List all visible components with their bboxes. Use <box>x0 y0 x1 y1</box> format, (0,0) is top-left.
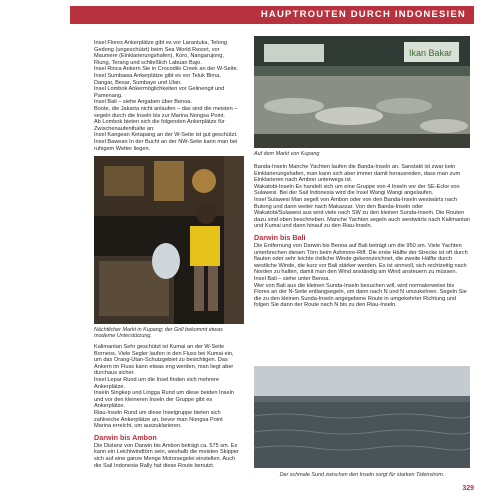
market-sign-text: Ikan Bakar <box>409 48 453 58</box>
paragraph: Ab Lombok bieten sich die folgenden Ankerplätze für Zwischenaufenthalte an: <box>94 119 225 132</box>
paragraph: Insel Bali – siehe Angaben über Benoa. <box>94 99 192 106</box>
paragraph: Boote, die Jakarta nicht anlaufen – das sind die meisten – segeln durch die Inseln bis zur Marina Nongsa Point. <box>94 105 238 119</box>
paragraph: Wer von Bali aus die kleinen Sunda-Inseln besuchen will, wird normalerweise bis Flores an der N-Seite entlangsegeln, um dann nach N und N umzukehren. Segeln Sie die zu den kleinen Sunda-Inseln angegebene Route in umgekehrter Richtung und folgen Sie dann der Route nach N bis zu den Riau-Inseln. <box>254 282 467 309</box>
section-heading: Darwin bis Ambon <box>94 432 157 442</box>
paragraph: Insel Bawean In der Bucht an der NW-Seite kann man bei ruhigem Wetter liegen. <box>94 138 238 152</box>
paragraph: Insel Kangean Ketapang an der W-Seite ist gut geschützt. <box>94 132 238 139</box>
right-photo-caption: Auf dem Markt von Kupang <box>254 151 320 157</box>
right-text <box>254 164 470 309</box>
header-title: HAUPTROUTEN DURCH INDONESIEN <box>260 9 466 20</box>
header-band <box>70 6 474 24</box>
paragraph: Insel Sulawesi Man segelt von Ambon oder von den Banda-Inseln westwärts nach Butong und dann weiter nach Makassar. Von den Banda-Inseln oder Wakatobi/Sulawesi aus wird viele nach SW zu den kleinen Sunda-Inseln. Die Routen dazu sind oben beschrieben. Manche Yachten segeln auch westwärts nach Kalimantan und Kumai und dann hinauf zu den Riau-Inseln. <box>254 196 470 230</box>
paragraph: Insel Lepar Rund um die Insel finden sich mehrere Ankerplätze. <box>94 376 219 390</box>
paragraph: Banda-Inseln Manche Yachten laufen die Banda-Inseln an. Sanstakt ist zwar kein Einklarierungshafen, man kann sich aber immer damit herausreden, dass man zum Einklarieren nach Ambon unterwegs ist. <box>254 164 461 184</box>
paragraph: Insel Lombok Ankermöglichkeiten vor Gelinengit und Pamenang. <box>94 86 225 99</box>
left-text-bottom <box>94 344 240 469</box>
sea-photo-caption: Der schmale Sund zwischen den Inseln sorgt für starken Tidenstrom. <box>279 472 445 478</box>
paragraph: Insel Flores Ankerplätze gibt es vor Larantuka, Telong Gedong (ungeschützt) beim Sea World Resort, vor Maumere (Einklarierungshafen), Koro, Nangarujong, Riung, Terang und schließlich Labuan Bajo. <box>94 40 227 66</box>
paragraph: Insel Rinca Ankern Sie in Crocodile Creek an der W-Seite. <box>94 66 239 73</box>
fish-market-photo <box>254 36 470 148</box>
sea-photo <box>254 366 470 468</box>
paragraph: Die Distanz von Darwin bis Ambon beträgt ca. 575 sm. Es kann ein Leichtwindtörn sein, weshalb die meisten Skipper sich auf eine ganze Menge Motorsegelei einstellen. Auch die Sail Indonesia Rally hat diese Route benutzt. <box>94 442 239 469</box>
paragraph: Insel Sumbawa Ankerplätze gibt es vor Teluk Bima, Dangar, Besar, Sumbaye und Ulan. <box>94 72 221 86</box>
paragraph: Die Entfernung von Darwin bis Benoa auf Bali beträgt um die 950 sm. Viele Yachten unterbrechen diesen Törn beim Ashmore-Riff. Die erste Hälfte der Strecke ist oft durch flauten oder sehr leichte östliche Winde gekennzeichnet, die zweite Hälfte durch westliche Winde, die kurz vor Bali stärker werden. Es ist sinnvoll, sich rechtzeitig nach Norden zu halten, damit man den Wind anständig am Wind ansteuern zu müssen. <box>254 242 468 276</box>
paragraph: Riau-Inseln Rund um diese Inselgruppe bieten sich zahlreiche Ankerplätze an, bevor man Nongsa Point Marina erreicht, um auszuklarieren. <box>94 409 223 430</box>
paragraph: Wakatobi-Inseln Es handelt sich um eine Gruppe von 4 Inseln vor der SE-Ecke von Sulawesi. Bei der Sail Indonesia wird die Insel Wangi Wangi angelaufen. <box>254 183 460 197</box>
section-heading: Darwin bis Bali <box>254 232 306 242</box>
paragraph: Kalimantan Sehr geschützt ist Kumai an der W-Seite Borneos. Viele Segler laufen in den Fluss bei Kumai ein, um das Orang-Utan-Schutzgebiet zu besichtigen. Das Ankern im Fluss kann etwas eng werden, man liegt aber durchaus sicher. <box>94 344 234 377</box>
night-market-photo <box>94 156 244 324</box>
left-text-top <box>94 40 240 152</box>
paragraph: Inseln Singkep und Lingga Rund um diese beiden Inseln und vor den kleineren Inseln der Gruppe gibt es Ankerplätze. <box>94 390 234 410</box>
left-photo-caption: Nächtlicher Markt in Kupang; der Grill bekommt etwas moderne Unterstützung. <box>94 327 223 340</box>
paragraph: Insel Bali – siehe unter Benoa. <box>254 275 330 282</box>
page-number: 329 <box>462 485 474 492</box>
